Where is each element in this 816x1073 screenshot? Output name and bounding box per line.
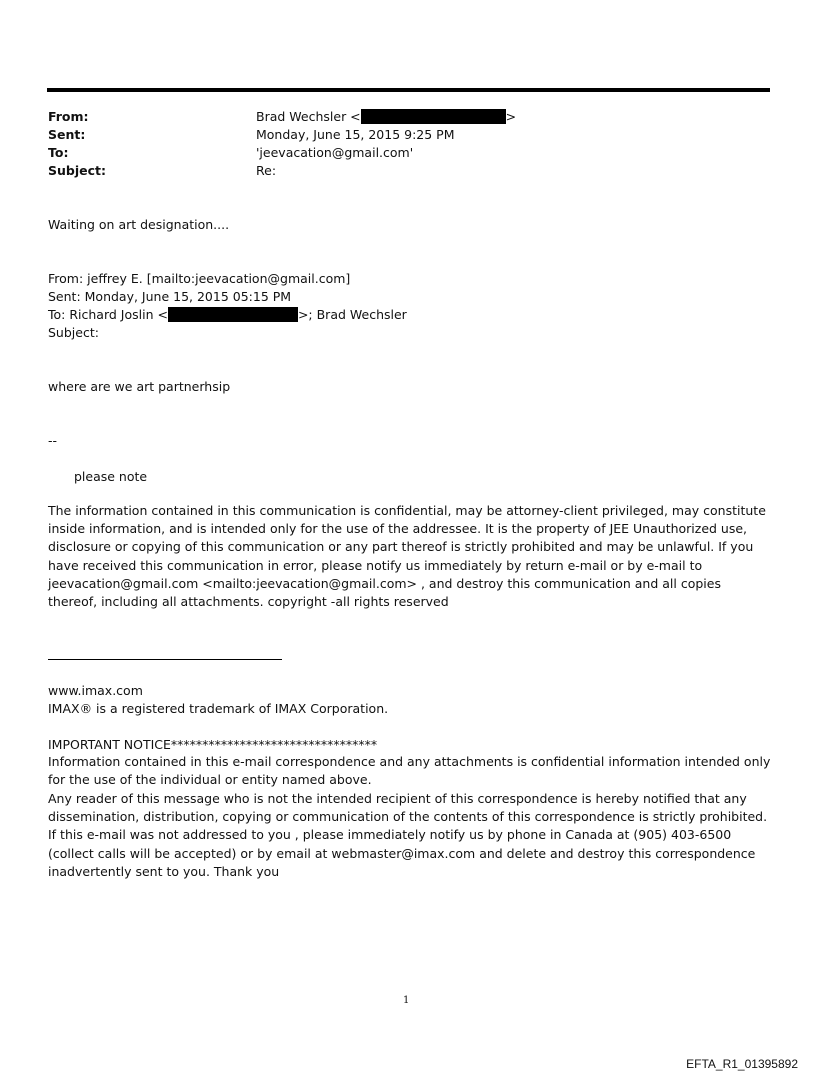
from-label: From: [48, 109, 89, 124]
page-number: 1 [403, 995, 410, 1006]
signature-divider [48, 659, 282, 660]
signature-dashes: -- [48, 433, 58, 448]
to-value: 'jeevacation@gmail.com' [256, 145, 414, 160]
important-notice-title: IMPORTANT NOTICE********************************* [48, 737, 378, 752]
quoted-body: where are we art partnerhsip [48, 379, 231, 394]
from-close: > [505, 109, 517, 124]
to-label: To: [48, 145, 69, 160]
redaction-bar [361, 109, 506, 124]
redaction-bar [168, 307, 298, 322]
from-value [256, 108, 516, 125]
quoted-to-suffix: >; Brad Wechsler [297, 307, 407, 322]
quoted-to [48, 306, 407, 323]
subject-value: Re: [256, 163, 277, 178]
from-name: Brad Wechsler < [256, 109, 361, 124]
please-note: please note [74, 469, 148, 484]
header-rule [47, 88, 770, 92]
imax-url: www.imax.com [48, 683, 143, 698]
bates-number: EFTA_R1_01395892 [686, 1057, 798, 1071]
quoted-to-prefix: To: Richard Joslin < [48, 307, 168, 322]
sent-value: Monday, June 15, 2015 9:25 PM [256, 127, 455, 142]
quoted-from: From: jeffrey E. [mailto:jeevacation@gmail.com] [48, 271, 351, 286]
confidentiality-notice: The information contained in this communication is confidential, may be attorney-client privileged, may constitute inside information, and is intended only for the use of the addressee. It is the property of JEE Unauthorized use, disclosure or copying of this communication or any part thereof is strictly prohibited and may be unlawful. If you have received this communication in error, please notify us immediately by return e-mail or by e-mail to jeevacation@gmail.com <mailto:jeevacation@gmail.com> , and destroy this communication and all copies thereof, including all attachments. copyright -all rights reserved [48, 503, 766, 610]
important-notice-p2: Any reader of this message who is not the intended recipient of this correspondence is hereby notified that any dissemination, distribution, copying or communication of the contents of this correspondence is strictly prohibited. If this e-mail was not addressed to you , please immediately notify us by phone in Canada at (905) 403-6500 (collect calls will be accepted) or by email at webmaster@imax.com and delete and destroy this correspondence inadvertently sent to you. Thank you [48, 791, 768, 879]
important-notice-p1: Information contained in this e-mail correspondence and any attachments is confidential information intended only for the use of the individual or entity named above. [48, 754, 771, 788]
subject-label: Subject: [48, 163, 106, 178]
quoted-sent: Sent: Monday, June 15, 2015 05:15 PM [48, 289, 292, 304]
quoted-subject: Subject: [48, 325, 99, 340]
sent-label: Sent: [48, 127, 86, 142]
reply-body: Waiting on art designation.... [48, 217, 230, 232]
imax-trademark: IMAX® is a registered trademark of IMAX Corporation. [48, 701, 389, 716]
